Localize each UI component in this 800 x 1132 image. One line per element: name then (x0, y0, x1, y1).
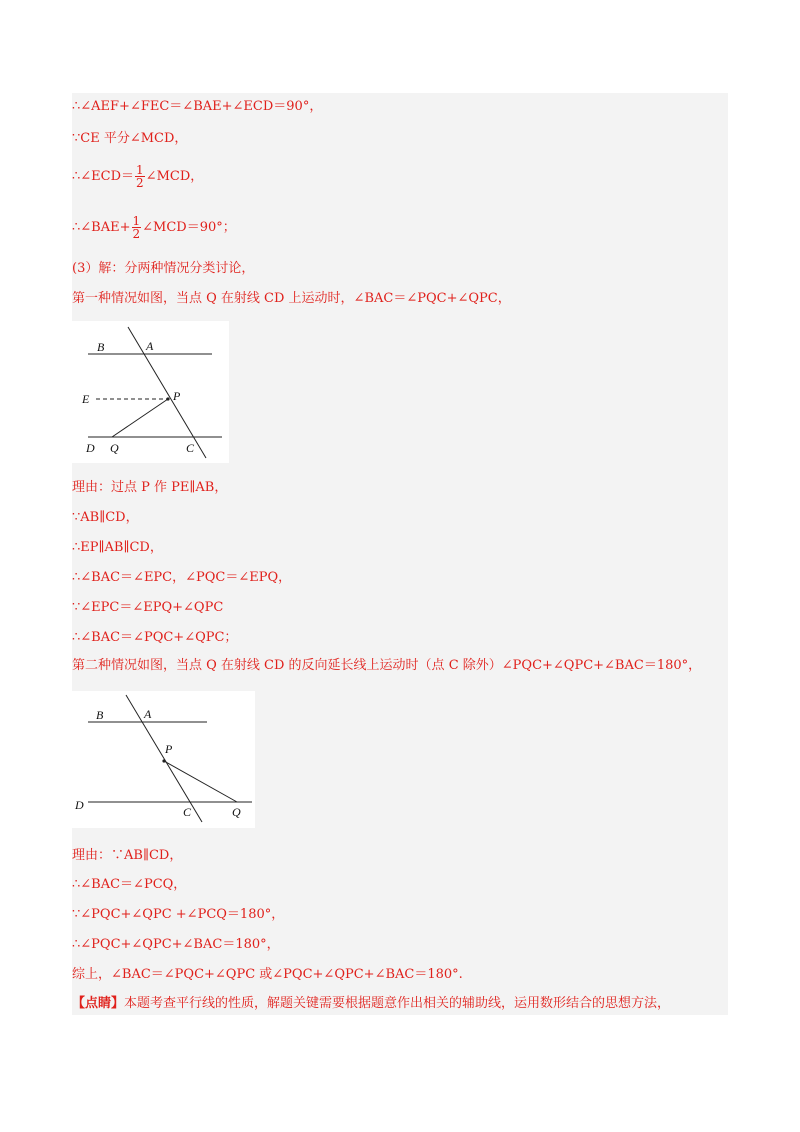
text-line: ∴∠BAC＝∠PCQ， (72, 877, 187, 892)
fraction-line-bae (72, 215, 236, 240)
text-line: ∴EP∥AB∥CD， (72, 540, 163, 555)
fraction-line-suffix: ∠MCD， (145, 169, 204, 184)
figure-2 (72, 691, 255, 828)
figure-2-diagram (72, 691, 255, 828)
transversal-ac (128, 327, 206, 458)
text-line: 第二种情况如图，当点 Q 在射线 CD 的反向延长线上运动时（点 C 除外）∠PQC+∠QPC+∠BAC＝180°， (72, 658, 702, 673)
point-p (166, 397, 169, 400)
label-c: C (186, 441, 195, 455)
text-line: ∴∠BAC＝∠PQC+∠QPC； (72, 630, 238, 645)
label-p: P (173, 389, 181, 403)
text-line: ∵CE 平分∠MCD， (72, 131, 188, 146)
fraction-line-ecd (72, 164, 203, 189)
figure-1 (72, 321, 229, 463)
fraction (135, 164, 145, 189)
fraction-denominator: 2 (136, 176, 144, 190)
fraction-denominator: 2 (132, 227, 141, 241)
label-d: D (75, 798, 84, 812)
fraction-line-prefix: ∴∠BAE+ (72, 220, 131, 235)
label-p: P (165, 742, 173, 756)
solution-content (72, 93, 728, 1015)
label-b: B (97, 340, 105, 354)
fraction-numerator: 1 (132, 214, 141, 228)
fraction (132, 215, 142, 240)
text-line: ∴∠AEF+∠FEC＝∠BAE+∠ECD＝90°， (72, 99, 323, 114)
label-a: A (146, 339, 154, 353)
text-line: 综上，∠BAC＝∠PQC+∠QPC 或∠PQC+∠QPC+∠BAC＝180°. (72, 967, 463, 982)
text-line: ∴∠BAC＝∠EPC，∠PQC＝∠EPQ， (72, 570, 292, 585)
text-line: 理由：∵AB∥CD， (72, 848, 183, 863)
label-b: B (96, 708, 104, 722)
fraction-line-prefix: ∴∠ECD＝ (72, 169, 135, 184)
text-line: ∵∠EPC＝∠EPQ+∠QPC (72, 600, 224, 615)
segment-pq (112, 399, 168, 437)
note-text: 本题考查平行线的性质，解题关键需要根据题意作出相关的辅助线，运用数形结合的思想方法， (124, 996, 671, 1011)
label-a: A (144, 707, 152, 721)
text-line: 第一种情况如图，当点 Q 在射线 CD 上运动时，∠BAC＝∠PQC+∠QPC， (72, 291, 511, 306)
note-line (72, 996, 670, 1012)
note-badge: 【点睛】 (72, 996, 125, 1011)
fraction-line-suffix: ∠MCD＝90°； (142, 220, 236, 235)
text-line: 理由：过点 P 作 PE∥AB， (72, 480, 228, 495)
point-p (162, 759, 165, 762)
text-line: ∵AB∥CD， (72, 510, 139, 525)
text-line: ∵∠PQC+∠QPC +∠PCQ＝180°， (72, 907, 285, 922)
fraction-numerator: 1 (136, 163, 144, 177)
label-e: E (82, 392, 90, 406)
text-line: (3）解：分两种情况分类讨论， (72, 261, 255, 276)
segment-pq (164, 761, 237, 802)
label-c: C (183, 805, 192, 819)
text-line: ∴∠PQC+∠QPC+∠BAC＝180°， (72, 937, 280, 952)
label-q: Q (232, 805, 241, 819)
figure-1-diagram (72, 321, 229, 463)
transversal-ac (126, 695, 202, 822)
label-q: Q (110, 441, 119, 455)
label-d: D (86, 441, 95, 455)
